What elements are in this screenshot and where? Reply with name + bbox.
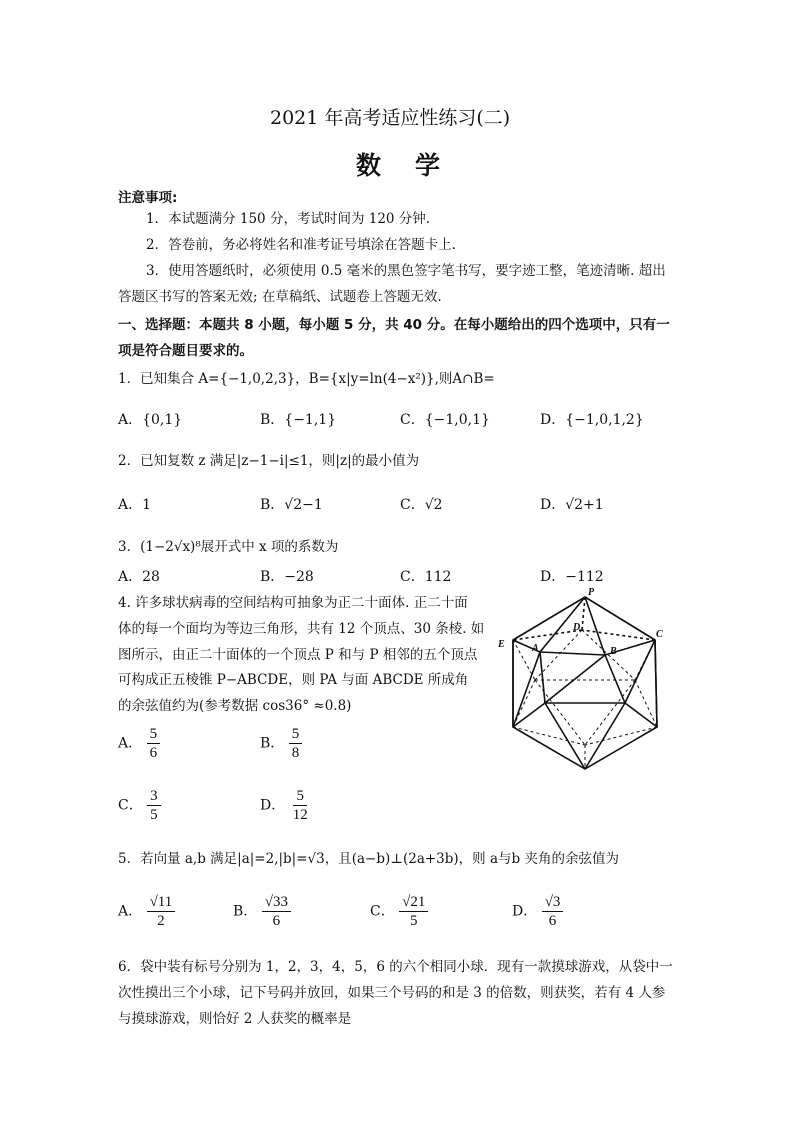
- denominator: 5: [150, 807, 158, 823]
- edge: [540, 652, 545, 703]
- numerator: √3: [542, 893, 564, 912]
- icosahedron-figure: [495, 585, 670, 775]
- numerator: √11: [147, 893, 176, 912]
- notice-item-1: 1．本试题满分 150 分，考试时间为 120 分钟.: [146, 211, 431, 227]
- numerator: 5: [289, 725, 303, 744]
- option-label: A．: [118, 735, 143, 752]
- question-1-stem: 1．已知集合 A={−1,0,2,3}，B={x|y=ln(4−x²)},则A∩B=: [118, 371, 495, 387]
- question-6-line-2: 次性摸出三个小球，记下号码并放回，如果三个号码的和是 3 的倍数，则获奖，若有 4 人参: [118, 985, 666, 1001]
- edge: [545, 655, 605, 703]
- question-3-stem: 3．(1−2√x)⁸展开式中 x 项的系数为: [118, 539, 339, 555]
- question-4-line-5: 的余弦值约为(参考数据 cos36° ≈0.8): [118, 698, 352, 714]
- question-3-option-b: B．−28: [260, 569, 314, 585]
- hidden-edge: [585, 727, 657, 745]
- denominator: 6: [149, 745, 158, 761]
- edge: [655, 640, 657, 727]
- hidden-edge: [513, 680, 535, 727]
- option-label: B．: [260, 735, 285, 752]
- question-2-option-c: C．√2: [400, 497, 443, 513]
- vertex-label-d: D: [573, 622, 581, 633]
- question-4-option-b: [260, 725, 302, 762]
- section-heading-line-2: 项是符合题目要求的。: [118, 343, 253, 359]
- numerator: 5: [293, 787, 307, 806]
- question-6-line-1: 6．袋中装有标号分别为 1，2，3，4，5，6 的六个相同小球．现有一款摸球游戏，从袋中一: [118, 959, 673, 975]
- hidden-edge: [535, 680, 585, 745]
- question-2-stem: 2．已知复数 z 满足|z−1−i|≤1，则|z|的最小值为: [118, 453, 420, 469]
- numerator: √21: [399, 893, 428, 912]
- exam-title: 2021 年高考适应性练习(二): [270, 107, 511, 129]
- notice-item-2: 2．答卷前，务必将姓名和准考证号填涂在答题卡上.: [146, 237, 456, 253]
- denominator: 2: [157, 913, 165, 929]
- fraction: [289, 725, 303, 762]
- question-4-option-d: [260, 787, 311, 824]
- question-1-option-b: B．{−1,1}: [260, 412, 337, 428]
- numerator: 3: [147, 787, 161, 806]
- option-label: C．: [370, 903, 395, 920]
- question-4-option-c: [118, 787, 161, 824]
- notice-heading: 注意事项:: [118, 190, 178, 206]
- question-4-line-1: 4. 许多球状病毒的空间结构可抽象为正二十面体. 正二十面: [118, 595, 468, 611]
- question-2-option-d: D．√2+1: [540, 497, 604, 513]
- edge: [625, 703, 657, 727]
- edge: [545, 703, 585, 769]
- question-1-option-c: C．{−1,0,1}: [400, 412, 490, 428]
- question-5-option-a: [118, 893, 175, 930]
- question-3-option-a: A．28: [118, 569, 160, 585]
- question-4-option-a: [118, 725, 160, 762]
- option-label: B．: [233, 903, 258, 920]
- vertex-label-b: B: [610, 646, 617, 657]
- denominator: 6: [272, 913, 281, 929]
- question-5-option-c: [370, 893, 428, 930]
- question-1-option-d: D．{−1,0,1,2}: [540, 412, 644, 428]
- option-label: A．: [118, 903, 143, 920]
- vertex-label-e: E: [498, 639, 505, 650]
- edge: [513, 652, 540, 727]
- fraction: [147, 725, 161, 762]
- hidden-edge: [513, 727, 585, 745]
- hidden-edge: [585, 680, 635, 745]
- question-5-option-b: [233, 893, 291, 930]
- numerator: √33: [262, 893, 291, 912]
- fraction: [542, 893, 564, 930]
- edge: [513, 597, 585, 640]
- numerator: 5: [147, 725, 161, 744]
- notice-item-3-line-2: 答题区书写的答案无效; 在草稿纸、试题卷上答题无效.: [118, 289, 442, 305]
- denominator: 8: [291, 745, 300, 761]
- section-heading-line-1: 一、选择题：本题共 8 小题，每小题 5 分，共 40 分。在每小题给出的四个选项中，只有一: [118, 317, 670, 333]
- vertex-label-a: A: [532, 643, 539, 654]
- option-label: C．: [118, 797, 143, 814]
- edge: [605, 655, 625, 703]
- subject-title: 数学: [356, 151, 475, 180]
- edge: [540, 652, 605, 655]
- question-5-stem: 5．若向量 a,b 满足|a|=2,|b|=√3，且(a−b)⊥(2a+3b)，则 a与b 夹角的余弦值为: [118, 851, 619, 867]
- edge: [585, 703, 625, 769]
- question-5-option-d: [512, 893, 563, 930]
- question-6-line-3: 与摸球游戏，则恰好 2 人获奖的概率是: [118, 1011, 352, 1027]
- denominator: 6: [548, 913, 557, 929]
- edge: [625, 640, 655, 703]
- vertex-label-p: P: [588, 587, 595, 598]
- fraction: [290, 787, 311, 824]
- vertex-label-c: C: [656, 629, 663, 640]
- notice-item-3-line-1: 3．使用答题纸时，必须使用 0.5 毫米的黑色签字笔书写，要字迹工整，笔迹清晰. 超出: [146, 263, 666, 279]
- edge: [585, 597, 605, 655]
- denominator: 12: [292, 807, 308, 823]
- fraction: [399, 893, 428, 930]
- question-4-line-2: 体的每一个面均为等边三角形，共有 12 个顶点、30 条棱. 如: [118, 621, 485, 637]
- fraction: [147, 787, 161, 824]
- question-3-option-c: C．112: [400, 569, 452, 585]
- hidden-edge: [635, 680, 657, 727]
- option-label: D．: [260, 797, 286, 814]
- fraction: [147, 893, 176, 930]
- edge: [513, 630, 582, 640]
- question-1-option-a: A．{0,1}: [118, 412, 183, 428]
- fraction: [262, 893, 291, 930]
- denominator: 5: [410, 913, 418, 929]
- option-label: D．: [512, 903, 538, 920]
- question-2-option-b: B．√2−1: [260, 497, 323, 513]
- question-2-option-a: A．1: [118, 497, 152, 513]
- question-4-line-3: 图所示，由正二十面体的一个顶点 P 和与 P 相邻的五个顶点: [118, 647, 478, 663]
- question-4-line-4: 可构成正五棱锥 P−ABCDE，则 PA 与面 ABCDE 所成角: [118, 672, 469, 688]
- edge: [582, 630, 655, 640]
- edge: [582, 597, 585, 630]
- question-3-option-d: D．−112: [540, 569, 604, 585]
- edge: [585, 597, 655, 640]
